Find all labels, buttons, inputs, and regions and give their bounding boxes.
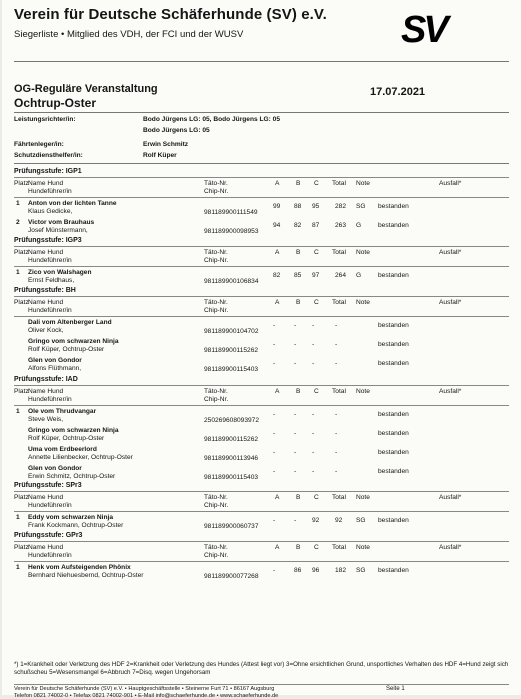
exam-level-title: Prüfungsstufe: GPr3: [14, 532, 83, 539]
exam-level-title: Prüfungsstufe: IAD: [14, 376, 78, 383]
result-row: [14, 408, 509, 427]
col-handler: Hundeführer/in: [28, 552, 72, 560]
score-b: -: [294, 411, 297, 419]
exam-level-section: [14, 168, 509, 238]
score-total: 282: [335, 203, 347, 211]
footer-line-2: Telefon 0821 74002-0 • Telefax 0821 74002-901 • E-Mail info@schaeferhunde.de • www.schaeferhunde.de: [14, 692, 279, 699]
handler-name: Oliver Kock,: [28, 327, 64, 335]
svg-text:SV: SV: [401, 9, 446, 48]
score-a: -: [273, 449, 276, 457]
col-c: C: [314, 544, 319, 552]
exam-level-title: Prüfungsstufe: IGP1: [14, 168, 82, 175]
col-taeto: Täto-Nr.: [204, 299, 228, 307]
chip-number: 981189900115403: [204, 366, 259, 374]
footnote: *) 1=Krankheit oder Verletzung des HDF 2=Krankheit oder Verletzung des Hundes (Attest liegt vor) 3=Ohne ersichtlichen Grund, unsportliches Verhalten des HDF 4=Hund zeigt sich schußscheu 5=Wesensmangel 6=Abbruch 7=Disq. wegen Ungehorsam: [14, 661, 509, 676]
exam-level-section: [14, 376, 509, 484]
col-b: B: [296, 544, 301, 552]
score-total: 264: [335, 272, 347, 280]
chip-number: 981189900104702: [204, 328, 259, 336]
dog-name: Glen von Gondor: [28, 465, 82, 473]
placement: 1: [16, 269, 20, 277]
official-label: Schutzdiensthelfer/in:: [14, 152, 83, 159]
col-chip: Chip-Nr.: [204, 502, 229, 510]
score-total: 263: [335, 222, 347, 230]
score-total: -: [335, 341, 338, 349]
col-name: Name Hund: [28, 249, 64, 257]
col-chip: Chip-Nr.: [204, 257, 229, 265]
score-c: 95: [312, 203, 320, 211]
footer-divider: [14, 684, 509, 685]
col-total: Total: [332, 388, 346, 396]
col-note: Note: [356, 494, 370, 502]
club-subtitle: Siegerliste • Mitglied des VDH, der FCI und der WUSV: [14, 29, 244, 40]
placement: 1: [16, 564, 20, 572]
handler-name: Ernst Feldhaus,: [28, 277, 75, 285]
result-status: bestanden: [378, 341, 409, 349]
exam-level-section: [14, 237, 509, 288]
rating: SG: [356, 517, 366, 525]
score-total: -: [335, 468, 338, 476]
dog-name: Glen von Gondor: [28, 357, 82, 365]
handler-name: Alfons Flüthmann,: [28, 365, 82, 373]
col-platz: Platz: [14, 249, 29, 257]
header-divider: [14, 197, 509, 198]
official-label: Fährtenleger/in:: [14, 141, 64, 148]
col-a: A: [275, 494, 280, 502]
col-handler: Hundeführer/in: [28, 188, 72, 196]
club-title: Verein für Deutsche Schäferhunde (SV) e.V.: [14, 6, 327, 23]
official-label: Leistungsrichter/in:: [14, 116, 76, 123]
score-total: -: [335, 430, 338, 438]
score-a: -: [273, 468, 276, 476]
col-c: C: [314, 180, 319, 188]
section-divider: [14, 177, 509, 178]
score-a: -: [273, 430, 276, 438]
table-header: [14, 249, 509, 266]
score-b: 82: [294, 222, 302, 230]
header-divider: [14, 316, 509, 317]
dog-name: Dali vom Altenberger Land: [28, 319, 112, 327]
col-note: Note: [356, 299, 370, 307]
result-sheet: [2, 0, 521, 699]
score-c: -: [312, 449, 315, 457]
chip-number: 981189900115262: [204, 347, 259, 355]
col-total: Total: [332, 494, 346, 502]
officials-divider: [14, 163, 509, 164]
handler-name: Frank Kockmann, Ochtrup-Oster: [28, 522, 124, 530]
score-a: 82: [273, 272, 281, 280]
score-a: 99: [273, 203, 281, 211]
score-c: -: [312, 341, 315, 349]
chip-number: 250269608093972: [204, 417, 260, 425]
score-b: -: [294, 430, 297, 438]
result-row: [14, 319, 509, 338]
col-platz: Platz: [14, 180, 29, 188]
col-b: B: [296, 494, 301, 502]
result-status: bestanden: [378, 517, 409, 525]
col-name: Name Hund: [28, 388, 64, 396]
official-value: Erwin Schmitz: [143, 141, 189, 148]
chip-number: 981189900060737: [204, 523, 259, 531]
result-status: bestanden: [378, 322, 409, 330]
official-row: [14, 116, 281, 123]
score-b: -: [294, 360, 297, 368]
header-divider: [14, 511, 509, 512]
col-taeto: Täto-Nr.: [204, 388, 228, 396]
col-name: Name Hund: [28, 299, 64, 307]
header-divider: [14, 266, 509, 267]
col-a: A: [275, 180, 280, 188]
dog-name: Anton von der lichten Tanne: [28, 200, 117, 208]
col-chip: Chip-Nr.: [204, 307, 229, 315]
col-a: A: [275, 388, 280, 396]
handler-name: Josef Münstermann,: [28, 227, 88, 235]
result-row: [14, 338, 509, 357]
official-value: Bodo Jürgens LG: 05: [143, 127, 210, 134]
table-header: [14, 180, 509, 197]
score-total: 92: [335, 517, 343, 525]
score-total: -: [335, 449, 338, 457]
col-handler: Hundeführer/in: [28, 307, 72, 315]
score-b: -: [294, 341, 297, 349]
score-b: 85: [294, 272, 302, 280]
col-b: B: [296, 180, 301, 188]
score-total: -: [335, 360, 338, 368]
placement: 1: [16, 200, 20, 208]
chip-number: 981189900115262: [204, 436, 259, 444]
section-divider: [14, 491, 509, 492]
result-row: [14, 564, 509, 583]
exam-level-title: Prüfungsstufe: SPr3: [14, 482, 82, 489]
exam-level-title: Prüfungsstufe: BH: [14, 287, 76, 294]
dog-name: Victor vom Brauhaus: [28, 219, 95, 227]
score-c: 92: [312, 517, 320, 525]
col-c: C: [314, 494, 319, 502]
score-b: -: [294, 468, 297, 476]
col-ausfall: Ausfall*: [439, 249, 462, 257]
header-divider: [14, 405, 509, 406]
score-c: 97: [312, 272, 320, 280]
col-chip: Chip-Nr.: [204, 188, 229, 196]
exam-level-section: [14, 482, 509, 533]
score-total: -: [335, 322, 338, 330]
col-taeto: Täto-Nr.: [204, 249, 228, 257]
exam-level-section: [14, 532, 509, 583]
handler-name: Erwin Schmitz, Ochtrup-Oster: [28, 473, 116, 481]
dog-name: Eddy vom schwarzen Ninja: [28, 514, 114, 522]
chip-number: 981189900077268: [204, 573, 259, 581]
col-chip: Chip-Nr.: [204, 396, 229, 404]
result-status: bestanden: [378, 468, 409, 476]
event-divider: [14, 112, 509, 113]
rating: SG: [356, 203, 366, 211]
col-name: Name Hund: [28, 494, 64, 502]
result-status: bestanden: [378, 360, 409, 368]
col-handler: Hundeführer/in: [28, 502, 72, 510]
score-c: -: [312, 322, 315, 330]
page-number: Seite 1: [386, 686, 405, 692]
handler-name: Rolf Küper, Ochtrup-Oster: [28, 435, 105, 443]
result-row: [14, 219, 509, 238]
handler-name: Rolf Küper, Ochtrup-Oster: [28, 346, 105, 354]
dog-name: Uma vom Erdbeerlord: [28, 446, 97, 454]
placement: 1: [16, 408, 20, 416]
col-total: Total: [332, 299, 346, 307]
score-c: -: [312, 468, 315, 476]
event-title: OG-Reguläre Veranstaltung: [14, 83, 158, 95]
score-b: -: [294, 322, 297, 330]
col-note: Note: [356, 249, 370, 257]
dog-name: Henk vom Aufsteigenden Phönix: [28, 564, 131, 572]
table-header: [14, 544, 509, 561]
result-status: bestanden: [378, 449, 409, 457]
col-c: C: [314, 249, 319, 257]
col-c: C: [314, 388, 319, 396]
col-handler: Hundeführer/in: [28, 257, 72, 265]
handler-name: Bernhard Niehuesbernd, Ochtrup-Oster: [28, 572, 144, 580]
score-b: -: [294, 449, 297, 457]
col-platz: Platz: [14, 494, 29, 502]
col-ausfall: Ausfall*: [439, 299, 462, 307]
chip-number: 981189900106834: [204, 278, 259, 286]
col-taeto: Täto-Nr.: [204, 544, 228, 552]
dog-name: Gringo vom schwarzen Ninja: [28, 338, 119, 346]
section-divider: [14, 296, 509, 297]
col-ausfall: Ausfall*: [439, 180, 462, 188]
section-divider: [14, 246, 509, 247]
col-ausfall: Ausfall*: [439, 388, 462, 396]
col-total: Total: [332, 544, 346, 552]
result-row: [14, 269, 509, 288]
rating: SG: [356, 567, 366, 575]
col-note: Note: [356, 180, 370, 188]
col-chip: Chip-Nr.: [204, 552, 229, 560]
score-c: -: [312, 411, 315, 419]
score-c: 87: [312, 222, 320, 230]
placement: 2: [16, 219, 20, 227]
col-taeto: Täto-Nr.: [204, 494, 228, 502]
score-a: -: [273, 517, 276, 525]
score-b: -: [294, 517, 297, 525]
handler-name: Annette Lilienbecker, Ochtrup-Oster: [28, 454, 133, 462]
col-a: A: [275, 249, 280, 257]
col-c: C: [314, 299, 319, 307]
col-handler: Hundeführer/in: [28, 396, 72, 404]
exam-level-title: Prüfungsstufe: IGP3: [14, 237, 82, 244]
result-row: [14, 427, 509, 446]
footer-address: [14, 686, 278, 699]
col-total: Total: [332, 180, 346, 188]
event-date: 17.07.2021: [370, 86, 426, 98]
section-divider: [14, 385, 509, 386]
result-row: [14, 357, 509, 376]
result-row: [14, 200, 509, 219]
col-b: B: [296, 249, 301, 257]
col-a: A: [275, 299, 280, 307]
result-status: bestanden: [378, 272, 409, 280]
chip-number: 981189900098953: [204, 228, 259, 236]
table-header: [14, 299, 509, 316]
result-status: bestanden: [378, 411, 409, 419]
official-value: Bodo Jürgens LG: 05, Bodo Jürgens LG: 05: [143, 116, 281, 123]
result-row: [14, 446, 509, 465]
official-value: Rolf Küper: [143, 152, 177, 159]
score-a: -: [273, 360, 276, 368]
col-b: B: [296, 388, 301, 396]
score-c: -: [312, 430, 315, 438]
score-c: -: [312, 360, 315, 368]
col-name: Name Hund: [28, 180, 64, 188]
handler-name: Klaus Gedicke,: [28, 208, 73, 216]
rating: G: [356, 222, 362, 230]
col-a: A: [275, 544, 280, 552]
table-header: [14, 494, 509, 511]
dog-name: Zico von Walshagen: [28, 269, 92, 277]
official-row: [14, 141, 189, 148]
col-platz: Platz: [14, 299, 29, 307]
score-b: 88: [294, 203, 302, 211]
chip-number: 981189900111549: [204, 209, 258, 217]
score-a: 94: [273, 222, 281, 230]
col-taeto: Täto-Nr.: [204, 180, 228, 188]
score-a: -: [273, 411, 276, 419]
handler-name: Steve Weis,: [28, 416, 64, 424]
score-total: -: [335, 411, 338, 419]
official-row: [14, 152, 177, 159]
placement: 1: [16, 514, 20, 522]
result-row: [14, 514, 509, 533]
score-total: 182: [335, 567, 347, 575]
score-c: 96: [312, 567, 320, 575]
chip-number: 981189900113946: [204, 455, 259, 463]
header-divider: [14, 561, 509, 562]
col-ausfall: Ausfall*: [439, 494, 462, 502]
col-platz: Platz: [14, 388, 29, 396]
exam-level-section: [14, 287, 509, 376]
footer-line-1: Verein für Deutsche Schäferhunde (SV) e.V. • Hauptgeschäftsstelle • Steinerne Furt 71 • 86167 Augsburg: [14, 686, 275, 692]
score-a: -: [273, 567, 276, 575]
col-ausfall: Ausfall*: [439, 544, 462, 552]
dog-name: Gringo vom schwarzen Ninja: [28, 427, 119, 435]
dog-name: Ole vom Thrudvangar: [28, 408, 97, 416]
result-status: bestanden: [378, 222, 409, 230]
score-b: 86: [294, 567, 302, 575]
event-place: Ochtrup-Oster: [14, 96, 97, 110]
score-a: -: [273, 341, 276, 349]
result-status: bestanden: [378, 430, 409, 438]
col-total: Total: [332, 249, 346, 257]
score-a: -: [273, 322, 276, 330]
col-b: B: [296, 299, 301, 307]
col-platz: Platz: [14, 544, 29, 552]
col-note: Note: [356, 388, 370, 396]
rating: G: [356, 272, 362, 280]
section-divider: [14, 541, 509, 542]
header-divider: [14, 61, 509, 62]
result-status: bestanden: [378, 203, 409, 211]
sv-logo-icon: [399, 8, 463, 48]
col-name: Name Hund: [28, 544, 64, 552]
result-status: bestanden: [378, 567, 409, 575]
chip-number: 981189900115403: [204, 474, 259, 482]
col-note: Note: [356, 544, 370, 552]
table-header: [14, 388, 509, 405]
